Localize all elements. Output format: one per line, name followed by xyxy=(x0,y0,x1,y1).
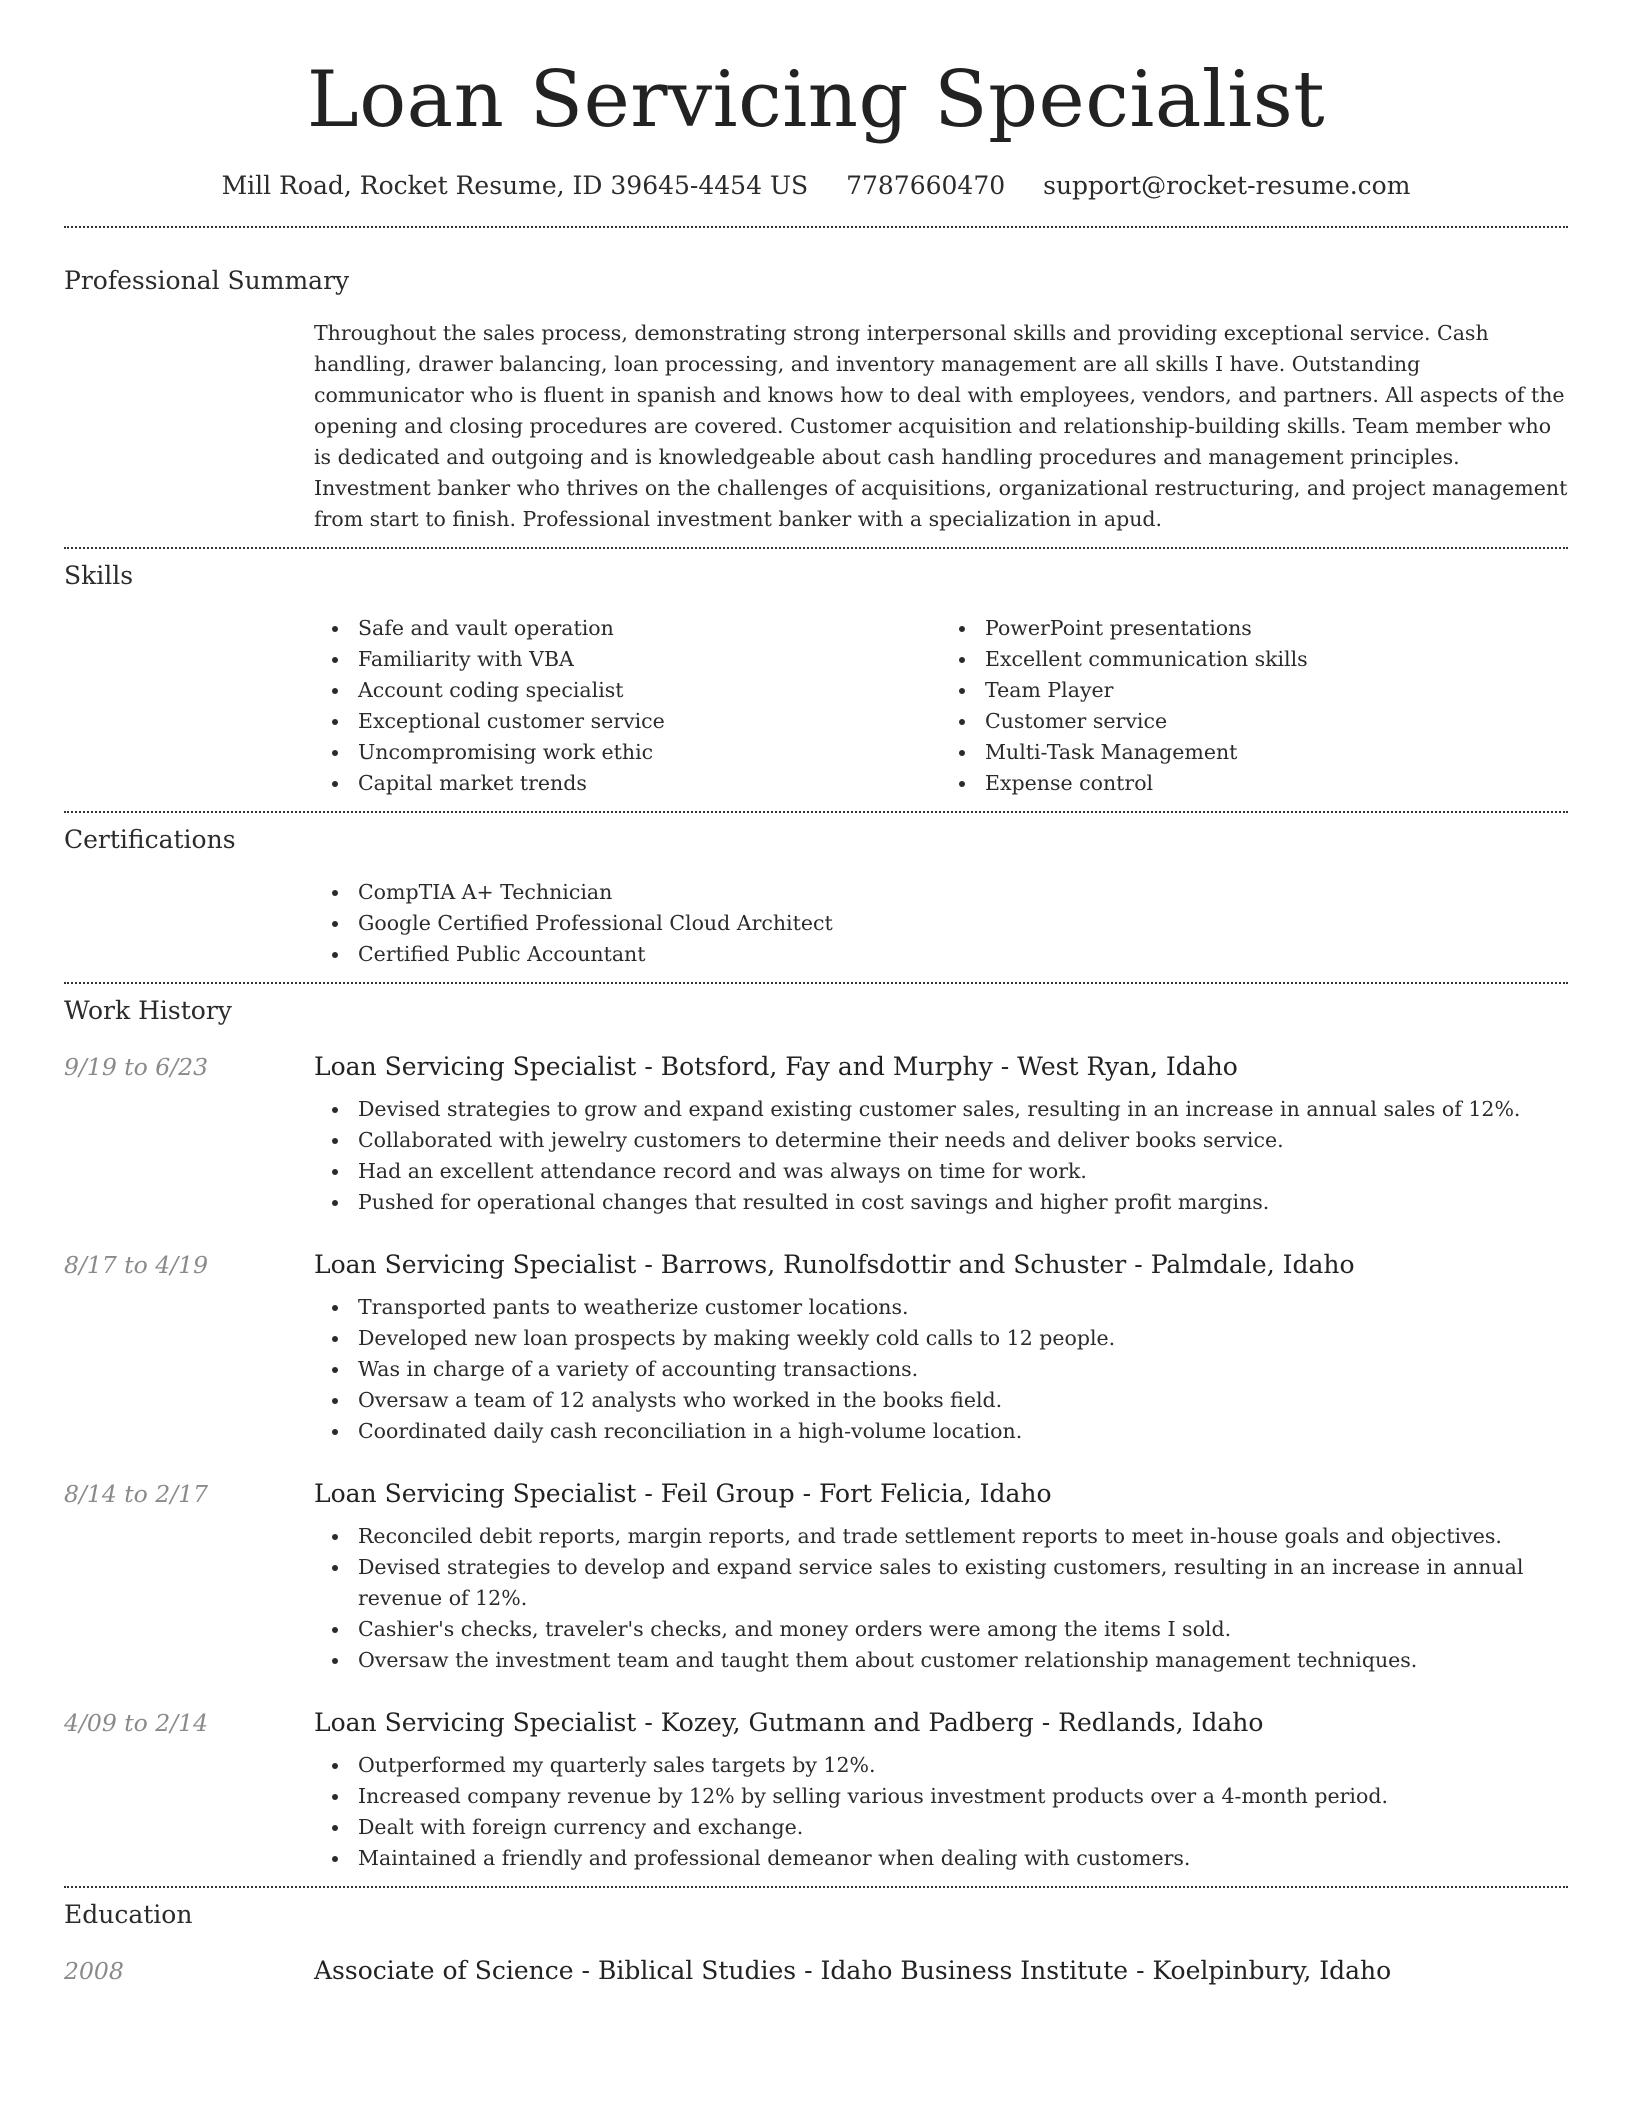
skill-item: Account coding specialist xyxy=(358,675,941,706)
job-title xyxy=(314,1050,1568,1084)
title-separator: - xyxy=(644,1479,653,1508)
job-dates: 9/19 to 6/23 xyxy=(64,1053,209,1081)
job-role: Loan Servicing Specialist xyxy=(314,1052,637,1081)
job-bullet: Oversaw the investment team and taught them about customer relationship management techniques. xyxy=(358,1645,1568,1676)
job-title xyxy=(314,1248,1568,1282)
skills-list-left xyxy=(314,613,941,799)
work-history-section xyxy=(64,984,1568,1886)
job-dates: 8/14 to 2/17 xyxy=(64,1480,209,1508)
job-bullet: Outperformed my quarterly sales targets by 12%. xyxy=(358,1750,1568,1781)
education-entry xyxy=(64,1954,1568,1988)
job-bullet: Oversaw a team of 12 analysts who worked in the books field. xyxy=(358,1385,1568,1416)
education-title-line xyxy=(314,1954,1568,1988)
skill-item: Team Player xyxy=(985,675,1568,706)
skill-item: Customer service xyxy=(985,706,1568,737)
job-role: Loan Servicing Specialist xyxy=(314,1250,637,1279)
title-separator: - xyxy=(1134,1250,1143,1279)
job-company: Kozey, Gutmann and Padberg xyxy=(660,1708,1034,1737)
certifications-list xyxy=(314,877,1568,970)
title-separator: - xyxy=(1136,1956,1145,1985)
title-separator: - xyxy=(581,1956,590,1985)
title-separator: - xyxy=(1041,1708,1051,1737)
education-school: Idaho Business Institute xyxy=(820,1956,1129,1985)
job-bullet: Was in charge of a variety of accounting transactions. xyxy=(358,1354,1568,1385)
title-separator: - xyxy=(644,1250,653,1279)
job-bullets xyxy=(314,1750,1568,1874)
job-entry xyxy=(64,1050,1568,1218)
job-dates: 4/09 to 2/14 xyxy=(64,1709,209,1737)
education-year: 2008 xyxy=(64,1957,124,1985)
job-bullet: Devised strategies to develop and expand service sales to existing customers, resulting in an increase in annual revenue of 12%. xyxy=(358,1552,1568,1614)
job-bullet: Cashier's checks, traveler's checks, and money orders were among the items I sold. xyxy=(358,1614,1568,1645)
skill-item: Multi-Task Management xyxy=(985,737,1568,768)
certification-item: Certified Public Accountant xyxy=(358,939,1568,970)
skill-item: Uncompromising work ethic xyxy=(358,737,941,768)
contact-email: support@rocket-resume.com xyxy=(1043,171,1411,200)
summary-section xyxy=(64,228,1568,547)
job-bullet: Coordinated daily cash reconciliation in a high-volume location. xyxy=(358,1416,1568,1447)
skills-title: Skills xyxy=(64,561,134,590)
contact-line xyxy=(64,168,1568,204)
skill-item: PowerPoint presentations xyxy=(985,613,1568,644)
title-separator: - xyxy=(802,1479,812,1508)
title-separator: - xyxy=(1000,1052,1010,1081)
certifications-section xyxy=(64,813,1568,982)
skills-list-right xyxy=(941,613,1568,799)
job-bullet: Increased company revenue by 12% by selling various investment products over a 4-month period. xyxy=(358,1781,1568,1812)
education-field: Biblical Studies xyxy=(597,1956,797,1985)
contact-address: Mill Road, Rocket Resume, ID 39645-4454 US xyxy=(221,171,809,200)
skill-item: Excellent communication skills xyxy=(985,644,1568,675)
job-title xyxy=(314,1706,1568,1740)
job-location: Fort Felicia, Idaho xyxy=(819,1479,1052,1508)
job-location: Palmdale, Idaho xyxy=(1150,1250,1355,1279)
education-section xyxy=(64,1888,1568,1988)
title-separator: - xyxy=(644,1052,653,1081)
job-entry xyxy=(64,1477,1568,1676)
job-company: Feil Group xyxy=(660,1479,795,1508)
job-bullet: Reconciled debit reports, margin reports, and trade settlement reports to meet in-house goals and objectives. xyxy=(358,1521,1568,1552)
job-bullets xyxy=(314,1521,1568,1676)
summary-title: Professional Summary xyxy=(64,266,350,295)
certifications-title: Certifications xyxy=(64,825,236,854)
skill-item: Capital market trends xyxy=(358,768,941,799)
title-separator: - xyxy=(644,1708,653,1737)
job-company: Barrows, Runolfsdottir and Schuster xyxy=(660,1250,1127,1279)
job-bullet: Dealt with foreign currency and exchange. xyxy=(358,1812,1568,1843)
job-role: Loan Servicing Specialist xyxy=(314,1479,637,1508)
certification-item: CompTIA A+ Technician xyxy=(358,877,1568,908)
job-bullet: Maintained a friendly and professional demeanor when dealing with customers. xyxy=(358,1843,1568,1874)
job-bullet: Transported pants to weatherize customer locations. xyxy=(358,1292,1568,1323)
work-history-title: Work History xyxy=(64,996,232,1025)
skill-item: Expense control xyxy=(985,768,1568,799)
education-title: Education xyxy=(64,1900,193,1929)
job-bullet: Devised strategies to grow and expand existing customer sales, resulting in an increase in annual sales of 12%. xyxy=(358,1094,1568,1125)
job-dates: 8/17 to 4/19 xyxy=(64,1251,209,1279)
skills-section xyxy=(64,549,1568,811)
skill-item: Exceptional customer service xyxy=(358,706,941,737)
education-location: Koelpinbury, Idaho xyxy=(1152,1956,1392,1985)
job-bullet: Pushed for operational changes that resulted in cost savings and higher profit margins. xyxy=(358,1187,1568,1218)
job-company: Botsford, Fay and Murphy xyxy=(660,1052,993,1081)
job-title xyxy=(314,1477,1568,1511)
job-entry xyxy=(64,1248,1568,1447)
job-location: Redlands, Idaho xyxy=(1058,1708,1264,1737)
job-entry xyxy=(64,1706,1568,1874)
job-location: West Ryan, Idaho xyxy=(1017,1052,1238,1081)
job-bullets xyxy=(314,1292,1568,1447)
job-bullet: Had an excellent attendance record and was always on time for work. xyxy=(358,1156,1568,1187)
job-role: Loan Servicing Specialist xyxy=(314,1708,637,1737)
skill-item: Familiarity with VBA xyxy=(358,644,941,675)
summary-text: Throughout the sales process, demonstrating strong interpersonal skills and providing exceptional service. Cash handling, drawer balancing, loan processing, and inventory management are all skills I have. Outstanding communicator who is fluent in spanish and knows how to deal with employees, vendors, and partners. All aspects of the opening and closing procedures are covered. Customer acquisition and relationship-building skills. Team member who is dedicated and outgoing and is knowledgeable about cash handling procedures and management principles. Investment banker who thrives on the challenges of acquisitions, organizational restructuring, and project management from start to finish. Professional investment banker with a specialization in apud. xyxy=(314,321,1568,531)
skill-item: Safe and vault operation xyxy=(358,613,941,644)
certification-item: Google Certified Professional Cloud Architect xyxy=(358,908,1568,939)
job-bullet: Developed new loan prospects by making weekly cold calls to 12 people. xyxy=(358,1323,1568,1354)
resume-name: Loan Servicing Specialist xyxy=(306,55,1326,145)
contact-phone: 7787660470 xyxy=(846,171,1006,200)
title-separator: - xyxy=(804,1956,813,1985)
job-bullets xyxy=(314,1094,1568,1218)
job-bullet: Collaborated with jewelry customers to determine their needs and deliver books service. xyxy=(358,1125,1568,1156)
education-degree: Associate of Science xyxy=(314,1956,574,1985)
